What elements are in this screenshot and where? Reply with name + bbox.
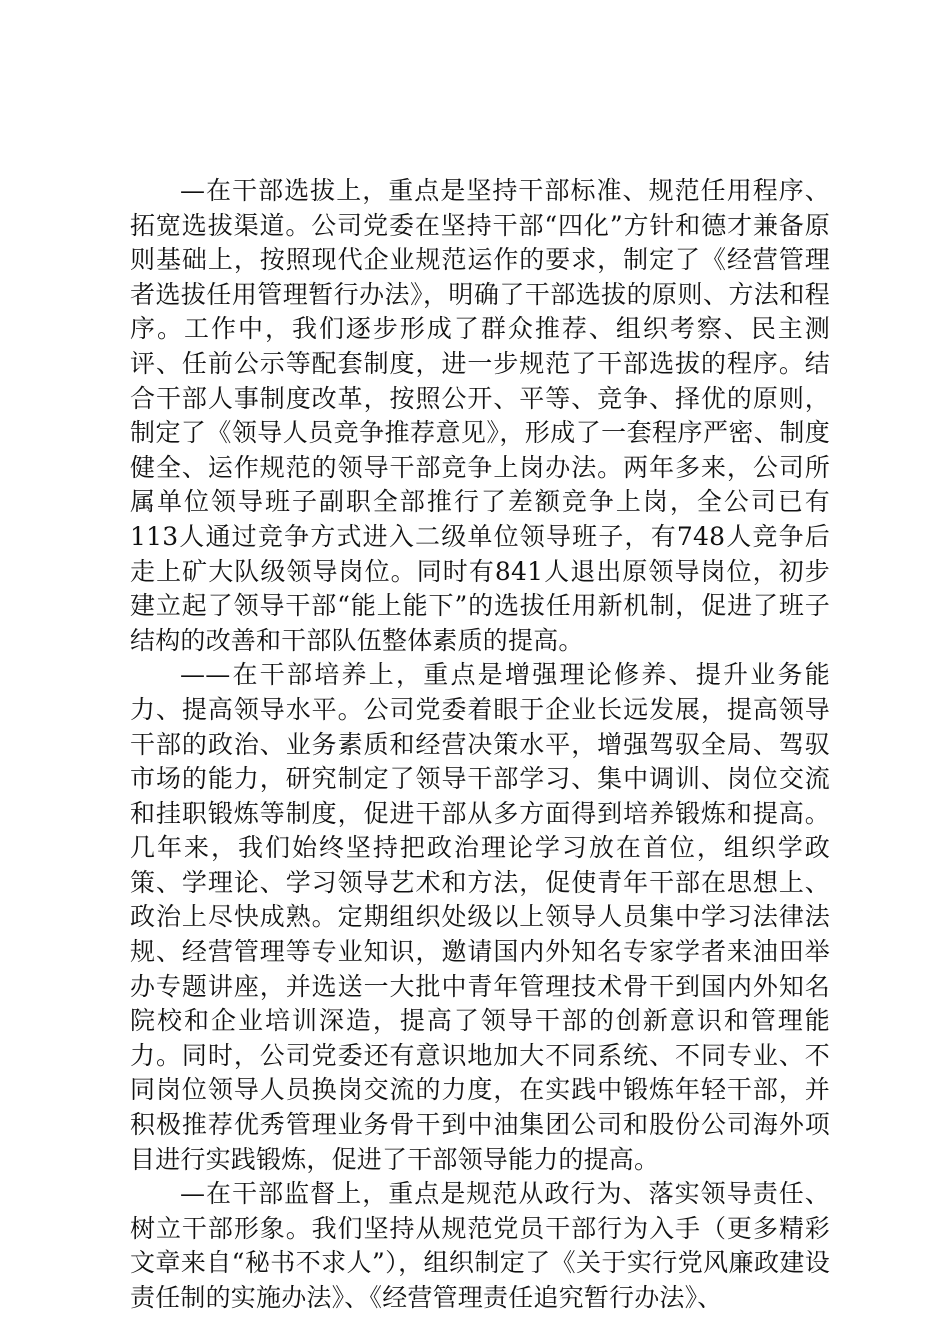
paragraph-cadre-training: ——在干部培养上，重点是增强理论修养、提升业务能力、提高领导水平。公司党委着眼于企业长远发展，提高领导干部的政治、业务素质和经营决策水平，增强驾驭全局、驾驭市场的能力，研究制定了领导干部学习、集中调训、岗位交流和挂职锻炼等制度，促进干部从多方面得到培养锻炼和提高。几年来，我们始终坚持把政治理论学习放在首位，组织学政策、学理论、学习领导艺术和方法，促使青年干部在思想上、政治上尽快成熟。定期组织处级以上领导人员集中学习法律法规、经营管理等专业知识，邀请国内外知名专家学者来油田举办专题讲座，并选送一大批中青年管理技术骨干到国内外知名院校和企业培训深造，提高了领导干部的创新意识和管理能力。同时，公司党委还有意识地加大不同系统、不同专业、不同岗位领导人员换岗交流的力度，在实践中锻炼年轻干部，并积极推荐优秀管理业务骨干到中油集团公司和股份公司海外项目进行实践锻炼，促进了干部领导能力的提高。	[130, 660, 830, 1174]
paragraph-cadre-supervision: —在干部监督上，重点是规范从政行为、落实领导责任、树立干部形象。我们坚持从规范党员干部行为入手（更多精彩文章来自“秘书不求人”），组织制定了《关于实行党风廉政建设责任制的实施办法》、《经营管理责任追究暂行办法》、	[130, 1179, 830, 1312]
paragraph-cadre-selection: —在干部选拔上，重点是坚持干部标准、规范任用程序、拓宽选拔渠道。公司党委在坚持干部“四化”方针和德才兼备原则基础上，按照现代企业规范运作的要求，制定了《经营管理者选拔任用管理暂行办法》，明确了干部选拔的原则、方法和程序。工作中，我们逐步形成了群众推荐、组织考察、民主测评、任前公示等配套制度，进一步规范了干部选拔的程序。结合干部人事制度改革，按照公开、平等、竞争、择优的原则，制定了《领导人员竞争推荐意见》，形成了一套程序严密、制度健全、运作规范的领导干部竞争上岗办法。两年多来，公司所属单位领导班子副职全部推行了差额竞争上岗，全公司已有113人通过竞争方式进入二级单位领导班子，有748人竞争后走上矿大队级领导岗位。同时有841人退出原领导岗位，初步建立起了领导干部“能上能下”的选拔任用新机制，促进了班子结构的改善和干部队伍整体素质的提高。	[130, 176, 830, 655]
document-body	[130, 174, 830, 1316]
